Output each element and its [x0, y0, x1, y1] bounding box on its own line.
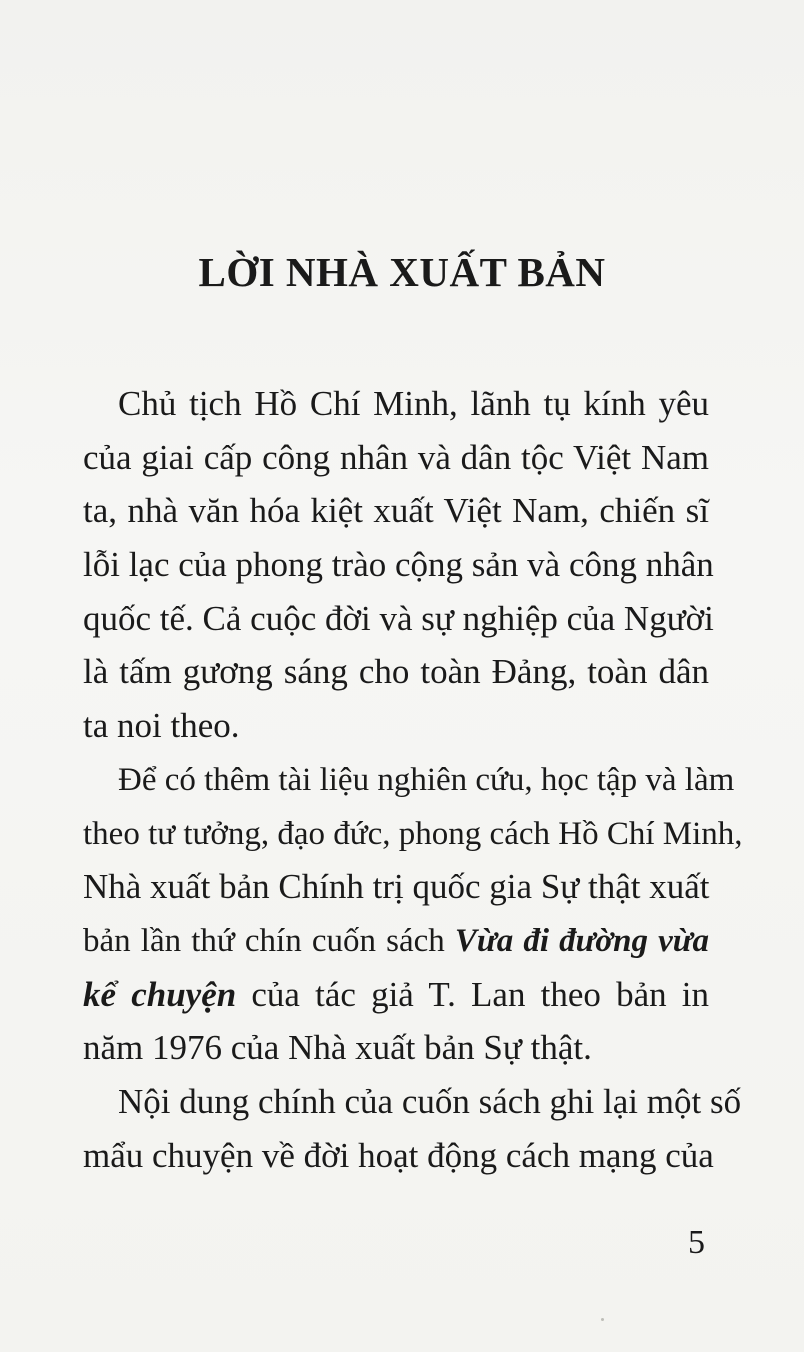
paragraph-1-line-7: ta noi theo. — [83, 706, 240, 745]
paragraph-1-line-5: quốc tế. Cả cuộc đời và sự nghiệp của Người — [83, 599, 714, 638]
paragraph-2-line-3: Nhà xuất bản Chính trị quốc gia Sự thật xuất — [83, 867, 710, 906]
paragraph-2-line-5 — [83, 975, 709, 1015]
paragraph-2-line-5-text: của tác giả T. Lan theo bản in — [236, 975, 709, 1014]
page-title: LỜI NHÀ XUẤT BẢN — [198, 249, 606, 295]
paragraph-1-line-1: Chủ tịch Hồ Chí Minh, lãnh tụ kính yêu — [118, 384, 709, 423]
paragraph-1-line-4: lỗi lạc của phong trào cộng sản và công nhân — [83, 545, 714, 584]
paragraph-2-line-4 — [83, 921, 709, 961]
paragraph-3-line-1: Nội dung chính của cuốn sách ghi lại một số — [118, 1082, 742, 1121]
book-title-part-1: Vừa đi đường vừa — [454, 923, 709, 959]
paragraph-2-line-1: Để có thêm tài liệu nghiên cứu, học tập và làm — [118, 762, 735, 798]
book-title-part-2: kể chuyện — [83, 975, 237, 1014]
paragraph-2-line-4-text: bản lần thứ chín cuốn sách — [83, 923, 455, 959]
paragraph-2-line-6: năm 1976 của Nhà xuất bản Sự thật. — [83, 1028, 592, 1067]
paragraph-1-line-6: là tấm gương sáng cho toàn Đảng, toàn dân — [83, 652, 709, 691]
paragraph-1-line-3: ta, nhà văn hóa kiệt xuất Việt Nam, chiến sĩ — [83, 491, 709, 530]
paragraph-3-line-2: mẩu chuyện về đời hoạt động cách mạng của — [83, 1136, 714, 1175]
paragraph-1-line-2: của giai cấp công nhân và dân tộc Việt Nam — [83, 438, 709, 477]
paragraph-2-line-2: theo tư tưởng, đạo đức, phong cách Hồ Chí Minh, — [83, 816, 743, 852]
page-number: 5 — [688, 1224, 705, 1261]
paper-speck — [601, 1318, 604, 1321]
